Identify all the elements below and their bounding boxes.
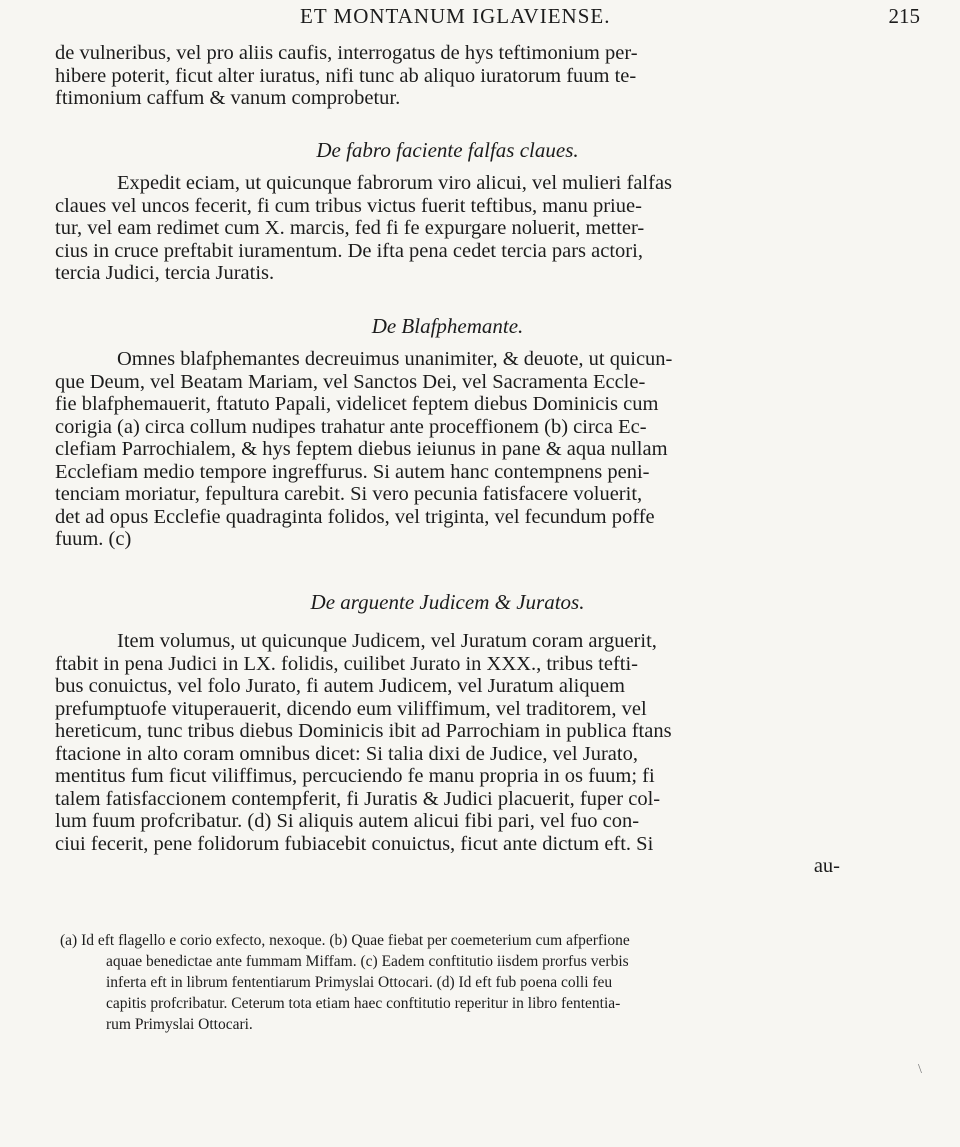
- paragraph-arguente: [55, 630, 840, 878]
- text-line: fie blafphemauerit, ftatuto Papali, videlicet feptem diebus Dominicis cum: [55, 393, 659, 415]
- catchword: au-: [813, 855, 840, 877]
- text-line: Omnes blafphemantes decreuimus unanimiter, & deuote, ut quicun-: [117, 348, 673, 370]
- running-head: [300, 4, 920, 34]
- text-line: lum fuum profcribatur. (d) Si aliquis autem alicui fibi pari, vel fuo con-: [55, 810, 640, 832]
- text-line: tercia Judici, tercia Juratis.: [55, 262, 275, 284]
- text-line: tenciam moriatur, fepultura carebit. Si vero pecunia fatisfacere voluerit,: [55, 483, 643, 505]
- paragraph-fabro: [55, 172, 840, 285]
- text-line: bus conuictus, vel folo Jurato, fi autem Judicem, vel Juratum aliquem: [55, 675, 625, 697]
- paper-crease-mark: \: [918, 1062, 922, 1077]
- text-line: corigia (a) circa collum nudipes trahatur ante proceffionem (b) circa Ec-: [55, 415, 647, 438]
- text-line: hereticum, tunc tribus diebus Dominicis ibit ad Parrochiam in publica ftans: [55, 720, 672, 742]
- text-line: talem fatisfaccionem contempferit, fi Juratis & Judici placuerit, fuper col-: [55, 787, 661, 810]
- section-heading-fabro: De fabro faciente falfas claues.: [316, 138, 579, 162]
- text-line: Item volumus, ut quicunque Judicem, vel Juratum coram arguerit,: [117, 630, 657, 652]
- text-line: mentitus fum ficut viliffimus, percuciendo fe manu propria in os fuum; fi: [55, 765, 655, 787]
- text-line: que Deum, vel Beatam Mariam, vel Sanctos Dei, vel Sacramenta Eccle-: [55, 370, 646, 393]
- footnote-line: inferta eft in librum fententiarum Primyslai Ottocari. (d) Id eft fub poena colli feu: [106, 974, 613, 991]
- page-number: 215: [888, 4, 920, 28]
- text-line: tur, vel eam redimet cum X. marcis, fed fi fe expurgare noluerit, metter-: [55, 217, 645, 239]
- footnotes: [60, 930, 840, 1035]
- running-title: ET MONTANUM IGLAVIENSE.: [300, 4, 611, 28]
- text-line: Ecclefiam medio tempore ingreffurus. Si autem hanc contempnens peni-: [55, 460, 650, 483]
- text-line: det ad opus Ecclefie quadraginta folidos, vel triginta, vel fecundum poffe: [55, 505, 655, 528]
- section-heading-blasphemante: De Blafphemante.: [371, 314, 524, 338]
- text-line: Expedit eciam, ut quicunque fabrorum viro alicui, vel mulieri falfas: [117, 172, 673, 194]
- footnote-line: aquae benedictae ante fummam Miffam. (c) Eadem conftitutio iisdem prorfus verbis: [106, 953, 629, 970]
- footnote-line: (a) Id eft flagello e corio exfecto, nexoque. (b) Quae fiebat per coemeterium cum afperfione: [60, 932, 630, 949]
- text-line: ftabit in pena Judici in LX. folidis, cuilibet Jurato in XXX., tribus tefti-: [55, 652, 639, 675]
- text-line: prefumptuofe vituperauerit, dicendo eum viliffimum, vel traditorem, vel: [55, 697, 647, 720]
- text-line: ciui fecerit, pene folidorum fubiacebit conuictus, ficut ante dictum eft. Si: [55, 832, 654, 855]
- footnote-line: rum Primyslai Ottocari.: [106, 1016, 253, 1033]
- paragraph-vulneribus: [55, 42, 840, 110]
- text-line: hibere poterit, ficut alter iuratus, nifi tunc ab aliquo iuratorum fuum te-: [55, 64, 637, 87]
- text-line: de vulneribus, vel pro aliis caufis, interrogatus de hys teftimonium per-: [55, 42, 638, 64]
- text-line: clefiam Parrochialem, & hys feptem diebus ieiunus in pane & aqua nullam: [55, 438, 668, 460]
- text-line: ftimonium caffum & vanum comprobetur.: [55, 87, 401, 109]
- paragraph-blasphemante: [55, 348, 840, 551]
- section-heading-arguente: De arguente Judicem & Juratos.: [310, 590, 585, 614]
- footnote-line: capitis profcribatur. Ceterum tota etiam haec conftitutio reperitur in libro fententia-: [106, 995, 621, 1012]
- text-line: cius in cruce preftabit iuramentum. De ifta pena cedet tercia pars actori,: [55, 239, 643, 262]
- text-line: ftacione in alto coram omnibus dicet: Si talia dixi de Judice, vel Jurato,: [55, 742, 638, 765]
- text-line: fuum. (c): [55, 528, 132, 550]
- text-line: claues vel uncos fecerit, fi cum tribus victus fuerit teftibus, manu priue-: [55, 194, 642, 217]
